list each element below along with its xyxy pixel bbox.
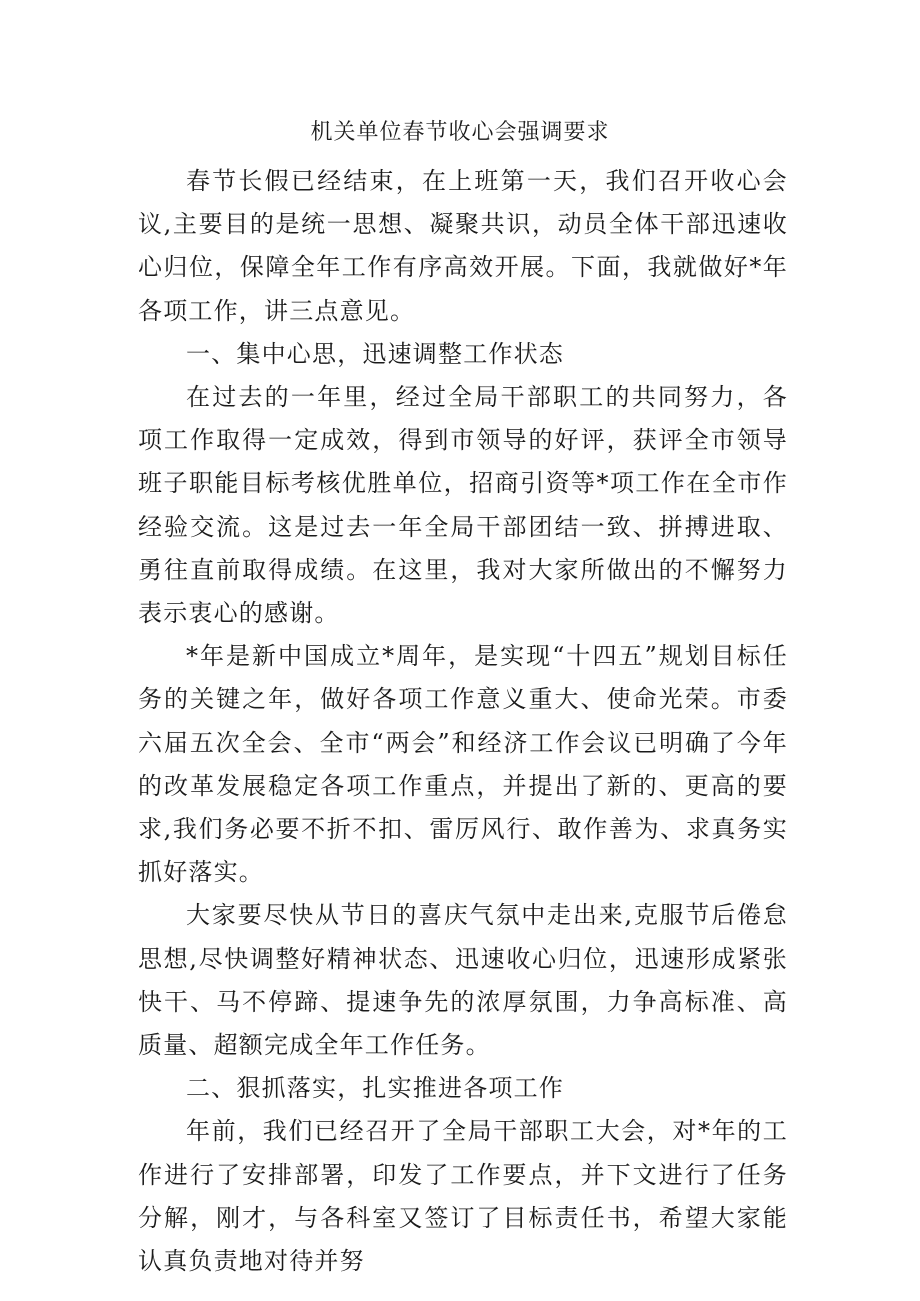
document-body bbox=[138, 160, 788, 1283]
document-title: 机关单位春节收心会强调要求 bbox=[310, 120, 610, 145]
paragraph: 大家要尽快从节日的喜庆气氛中走出来,克服节后倦怠思想,尽快调整好精神状态、迅速收心归位，迅速形成紧张快干、马不停蹄、提速争先的浓厚氛围，力争高标准、高质量、超额完成全年工作任务。 bbox=[138, 901, 788, 1060]
paragraph: 年前，我们已经召开了全局干部职工大会，对*年的工作进行了安排部署，印发了工作要点，并下文进行了任务分解，刚才，与各科室又签订了目标责任书，希望大家能认真负责地对待并努 bbox=[138, 1117, 788, 1276]
section-heading-1: 一、集中心思，迅速调整工作状态 bbox=[186, 339, 564, 368]
paragraph-intro: 春节长假已经结束，在上班第一天，我们召开收心会议,主要目的是统一思想、凝聚共识，动员全体干部迅速收心归位，保障全年工作有序高效开展。下面，我就做好*年各项工作，讲三点意见。 bbox=[138, 167, 788, 325]
paragraph: 在过去的一年里，经过全局干部职工的共同努力，各项工作取得一定成效，得到市领导的好评，获评全市领导班子职能目标考核优胜单位，招商引资等*项工作在全市作经验交流。这是过去一年全局干部团结一致、拼搏进取、勇往直前取得成绩。在这里，我对大家所做出的不懈努力表示衷心的感谢。 bbox=[138, 383, 788, 628]
paragraph: *年是新中国成立*周年，是实现“十四五”规划目标任务的关键之年，做好各项工作意义重大、使命光荣。市委六届五次全会、全市“两会”和经济工作会议已明确了今年的改革发展稳定各项工作重点，并提出了新的、更高的要求,我们务必要不折不扣、雷厉风行、敢作善为、求真务实抓好落实。 bbox=[138, 642, 788, 887]
section-heading-2: 二、狠抓落实，扎实推进各项工作 bbox=[186, 1074, 564, 1103]
